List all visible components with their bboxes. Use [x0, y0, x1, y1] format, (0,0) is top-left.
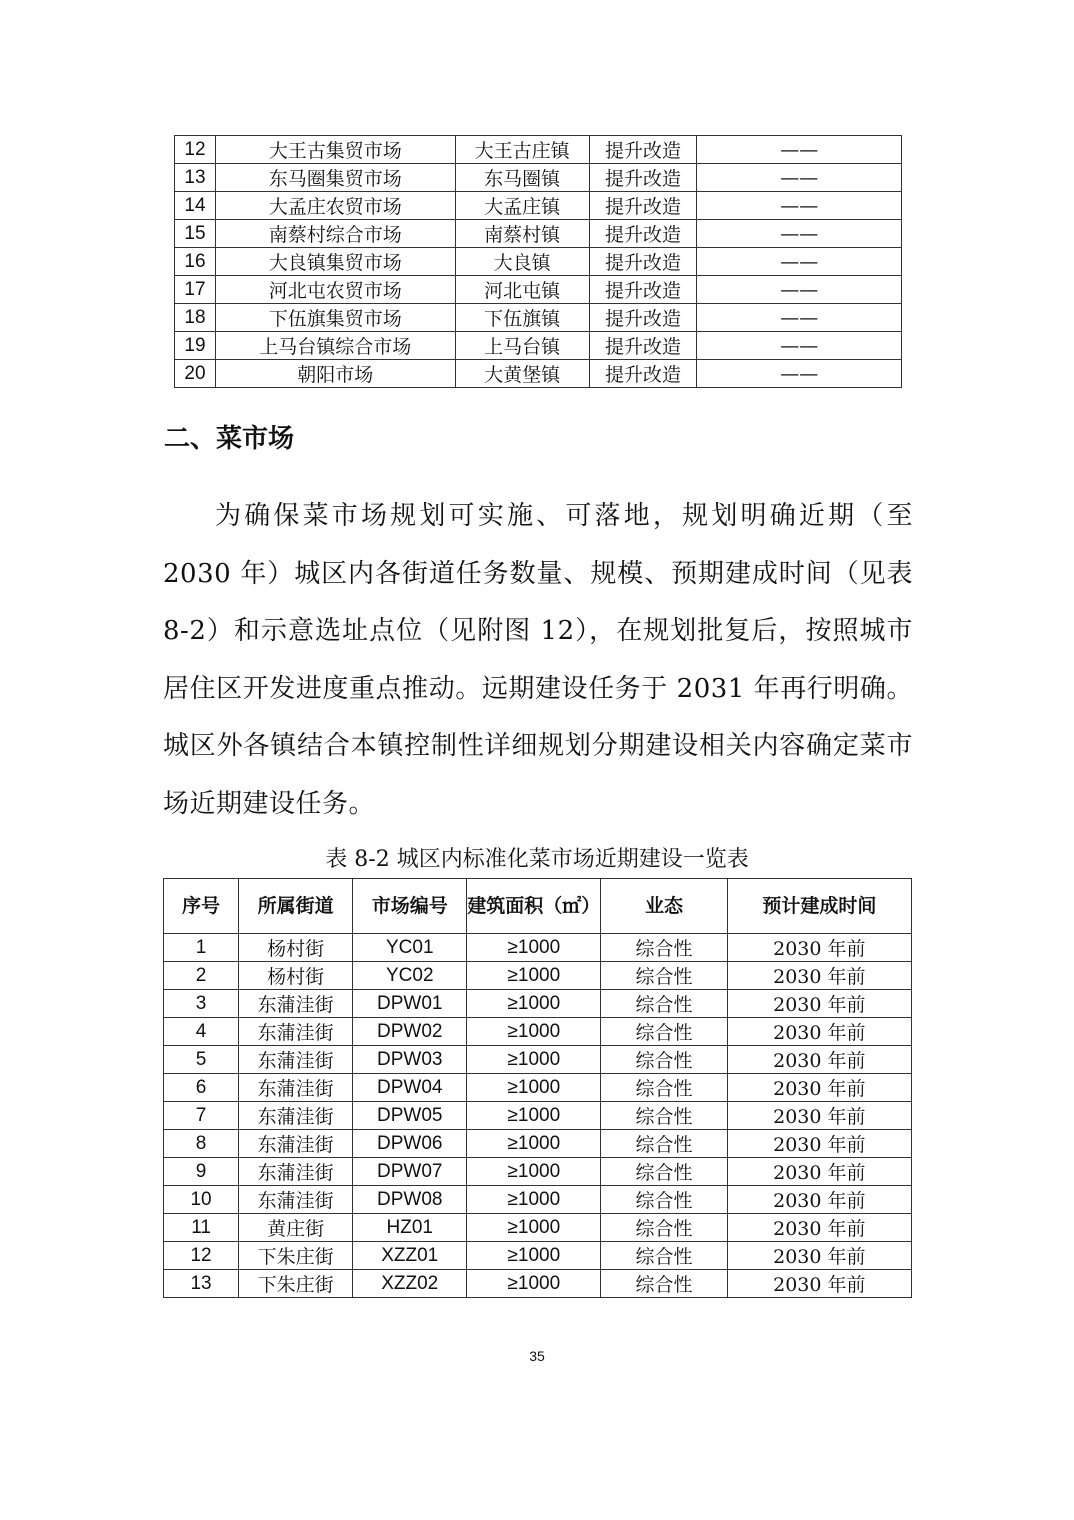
column-header: 预计建成时间 [727, 879, 911, 934]
table-cell: 2030 年前 [727, 1046, 911, 1074]
table-cell: 大孟庄镇 [455, 192, 589, 220]
table-cell: YC01 [353, 934, 467, 962]
section-heading: 二、菜市场 [164, 424, 295, 454]
table-cell: 2030 年前 [727, 1242, 911, 1270]
page-number: 35 [529, 1348, 545, 1364]
table-cell: 2030 年前 [727, 1130, 911, 1158]
table-cell: 13 [175, 164, 216, 192]
table-row [175, 276, 902, 304]
table-cell: 综合性 [601, 934, 727, 962]
table-cell: 综合性 [601, 1130, 727, 1158]
table-row [175, 192, 902, 220]
table-cell: 12 [175, 136, 216, 164]
table-row [164, 1018, 912, 1046]
table-cell: 东蒲洼街 [239, 1158, 353, 1186]
table-cell: 提升改造 [589, 332, 697, 360]
table-cell: DPW02 [353, 1018, 467, 1046]
table-cell: 下朱庄街 [239, 1242, 353, 1270]
table-cell: 11 [164, 1214, 239, 1242]
table-cell: ≥1000 [467, 990, 601, 1018]
table-cell: 黄庄街 [239, 1214, 353, 1242]
table-cell: 综合性 [601, 1186, 727, 1214]
table-cell: 15 [175, 220, 216, 248]
table-cell: 14 [175, 192, 216, 220]
table-cell: 综合性 [601, 990, 727, 1018]
column-header: 所属街道 [239, 879, 353, 934]
table-cell: 东马圈镇 [455, 164, 589, 192]
table-cell: 20 [175, 360, 216, 388]
table-cell: 16 [175, 248, 216, 276]
table-cell: ≥1000 [467, 962, 601, 990]
table-cell: 提升改造 [589, 192, 697, 220]
table-cell: —— [697, 192, 902, 220]
table-cell: 大良镇集贸市场 [215, 248, 455, 276]
table-cell: 2030 年前 [727, 990, 911, 1018]
table-cell: ≥1000 [467, 1074, 601, 1102]
table-cell: 综合性 [601, 1242, 727, 1270]
market-plan-table [163, 878, 912, 1298]
table-cell: 4 [164, 1018, 239, 1046]
table-cell: 东蒲洼街 [239, 1186, 353, 1214]
table-row [164, 1242, 912, 1270]
table-cell: 8 [164, 1130, 239, 1158]
table-row [175, 304, 902, 332]
table-cell: 下朱庄街 [239, 1270, 353, 1298]
facility-table-continued [174, 135, 902, 388]
table-cell: ≥1000 [467, 1046, 601, 1074]
table-cell: 提升改造 [589, 164, 697, 192]
table-cell: 下伍旗集贸市场 [215, 304, 455, 332]
table-row [164, 962, 912, 990]
table-cell: 17 [175, 276, 216, 304]
table-cell: 2030 年前 [727, 1018, 911, 1046]
table-cell: ≥1000 [467, 1158, 601, 1186]
table-cell: 9 [164, 1158, 239, 1186]
table-cell: 东马圈集贸市场 [215, 164, 455, 192]
table-cell: —— [697, 136, 902, 164]
table-cell: 东蒲洼街 [239, 1018, 353, 1046]
table-row [164, 934, 912, 962]
column-header: 业态 [601, 879, 727, 934]
table-cell: —— [697, 220, 902, 248]
table-cell: 2030 年前 [727, 1074, 911, 1102]
table-row [164, 1158, 912, 1186]
table-cell: ≥1000 [467, 1102, 601, 1130]
table-cell: 提升改造 [589, 276, 697, 304]
table-cell: 13 [164, 1270, 239, 1298]
table-cell: 大孟庄农贸市场 [215, 192, 455, 220]
table-cell: 19 [175, 332, 216, 360]
table-cell: 提升改造 [589, 304, 697, 332]
table-cell: 综合性 [601, 1102, 727, 1130]
table-cell: 综合性 [601, 1158, 727, 1186]
table-cell: 综合性 [601, 962, 727, 990]
table-row [175, 220, 902, 248]
table-cell: XZZ02 [353, 1270, 467, 1298]
table-row [164, 1270, 912, 1298]
body-paragraph: 为确保菜市场规划可实施、可落地，规划明确近期（至 2030 年）城区内各街道任务数量、规模、预期建成时间（见表 8-2）和示意选址点位（见附图 12），在规划批复后，按照城市居住区开发进度重点推动。远期建设任务于 2031 年再行明确。城区外各镇结合本镇控制性详细规划分期建设相关内容确定菜市场近期建设任务。 [163, 501, 913, 819]
table-row [164, 1046, 912, 1074]
market-plan-table-body [164, 934, 912, 1298]
table-cell: 提升改造 [589, 136, 697, 164]
table-cell: ≥1000 [467, 1186, 601, 1214]
table-cell: 河北屯镇 [455, 276, 589, 304]
table-cell: ≥1000 [467, 1018, 601, 1046]
table-cell: 东蒲洼街 [239, 990, 353, 1018]
table-cell: DPW06 [353, 1130, 467, 1158]
table-cell: HZ01 [353, 1214, 467, 1242]
table-cell: ≥1000 [467, 934, 601, 962]
table-cell: 杨村街 [239, 962, 353, 990]
table-cell: 2030 年前 [727, 934, 911, 962]
table-row [164, 1186, 912, 1214]
table-cell: DPW03 [353, 1046, 467, 1074]
table-row [164, 1102, 912, 1130]
table-cell: XZZ01 [353, 1242, 467, 1270]
table-cell: 河北屯农贸市场 [215, 276, 455, 304]
table-cell: 提升改造 [589, 360, 697, 388]
table-row [175, 248, 902, 276]
table-row [164, 1074, 912, 1102]
table-cell: —— [697, 164, 902, 192]
table-cell: 18 [175, 304, 216, 332]
table-cell: 东蒲洼街 [239, 1046, 353, 1074]
table-cell: 2 [164, 962, 239, 990]
table-row [175, 164, 902, 192]
table-cell: —— [697, 332, 902, 360]
table-cell: 南蔡村综合市场 [215, 220, 455, 248]
table-cell: ≥1000 [467, 1270, 601, 1298]
table-cell: 南蔡村镇 [455, 220, 589, 248]
column-header: 建筑面积（㎡） [467, 879, 601, 934]
column-header: 序号 [164, 879, 239, 934]
table-cell: 上马台镇 [455, 332, 589, 360]
table-cell: 综合性 [601, 1270, 727, 1298]
table-cell: 2030 年前 [727, 1158, 911, 1186]
table-cell: DPW04 [353, 1074, 467, 1102]
table-row [175, 360, 902, 388]
table-cell: 大王古集贸市场 [215, 136, 455, 164]
table-cell: 2030 年前 [727, 1270, 911, 1298]
table-cell: YC02 [353, 962, 467, 990]
table-cell: 大王古庄镇 [455, 136, 589, 164]
table-cell: 杨村街 [239, 934, 353, 962]
table-cell: 2030 年前 [727, 1214, 911, 1242]
table-cell: 朝阳市场 [215, 360, 455, 388]
table-cell: 综合性 [601, 1046, 727, 1074]
table-cell: DPW05 [353, 1102, 467, 1130]
table-cell: 大黄堡镇 [455, 360, 589, 388]
table-cell: 7 [164, 1102, 239, 1130]
table-cell: 上马台镇综合市场 [215, 332, 455, 360]
table-cell: —— [697, 360, 902, 388]
table-caption: 表 8-2 城区内标准化菜市场近期建设一览表 [325, 847, 749, 872]
table-cell: —— [697, 248, 902, 276]
table-cell: 6 [164, 1074, 239, 1102]
table-cell: 东蒲洼街 [239, 1130, 353, 1158]
table-row [175, 332, 902, 360]
table-cell: 下伍旗镇 [455, 304, 589, 332]
table-cell: 综合性 [601, 1074, 727, 1102]
table-cell: —— [697, 304, 902, 332]
table-cell: 2030 年前 [727, 962, 911, 990]
table-cell: 2030 年前 [727, 1102, 911, 1130]
table-cell: 2030 年前 [727, 1186, 911, 1214]
table-cell: ≥1000 [467, 1130, 601, 1158]
table-cell: 提升改造 [589, 220, 697, 248]
table-cell: 10 [164, 1186, 239, 1214]
table-cell: —— [697, 276, 902, 304]
table-row [164, 990, 912, 1018]
table-cell: 3 [164, 990, 239, 1018]
table-row [164, 1214, 912, 1242]
table-cell: 5 [164, 1046, 239, 1074]
table-row [175, 136, 902, 164]
table-cell: DPW01 [353, 990, 467, 1018]
table-cell: 1 [164, 934, 239, 962]
table-cell: DPW08 [353, 1186, 467, 1214]
table-cell: 东蒲洼街 [239, 1102, 353, 1130]
table-cell: DPW07 [353, 1158, 467, 1186]
table-cell: 12 [164, 1242, 239, 1270]
column-header: 市场编号 [353, 879, 467, 934]
table-cell: 综合性 [601, 1214, 727, 1242]
table-cell: ≥1000 [467, 1214, 601, 1242]
table-cell: ≥1000 [467, 1242, 601, 1270]
facility-table-body [175, 136, 902, 388]
table-cell: 综合性 [601, 1018, 727, 1046]
table-cell: 东蒲洼街 [239, 1074, 353, 1102]
table-header-row [164, 879, 912, 934]
table-row [164, 1130, 912, 1158]
table-cell: 大良镇 [455, 248, 589, 276]
table-cell: 提升改造 [589, 248, 697, 276]
